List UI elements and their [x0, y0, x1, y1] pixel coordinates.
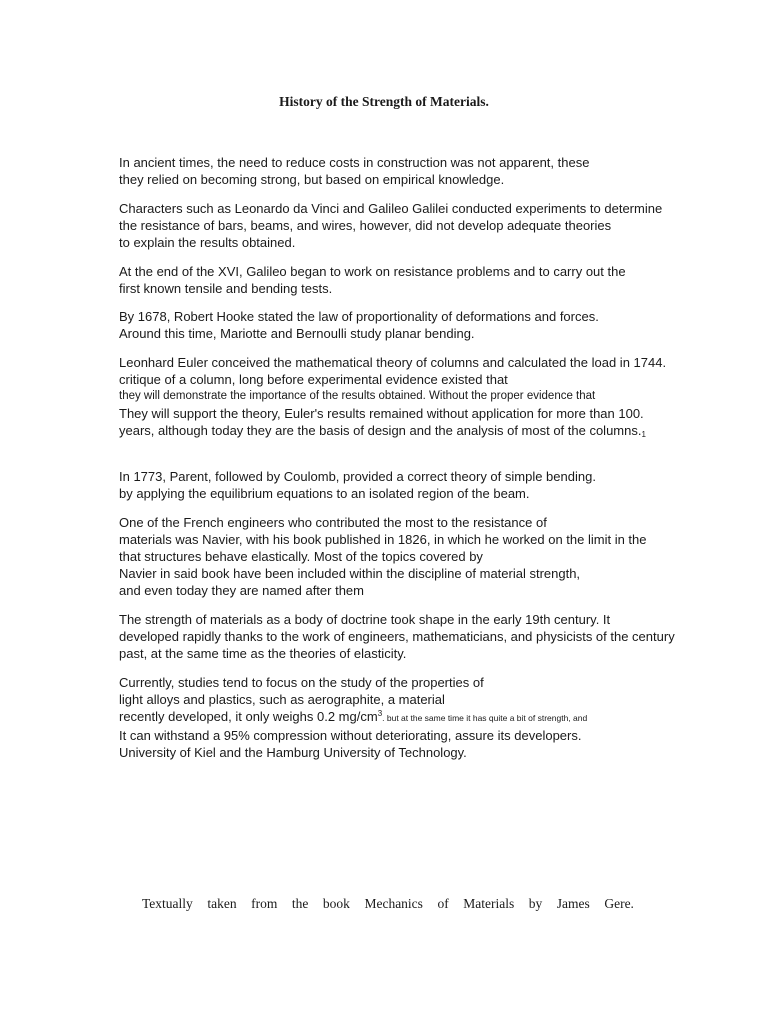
attribution-word: from [251, 896, 278, 911]
text-line: light alloys and plastics, such as aerographite, a material [119, 692, 445, 707]
text-line: By 1678, Robert Hooke stated the law of proportionality of deformations and forces. [119, 309, 599, 324]
text-line: Navier in said book have been included within the discipline of material strength, [119, 566, 581, 581]
attribution-word: book [322, 896, 350, 911]
paragraph-euler [119, 354, 719, 439]
text-line-content: recently developed, it only weighs 0.2 mg/cm [119, 709, 378, 724]
attribution-word: taken [207, 896, 237, 911]
text-line: first known tensile and bending tests. [119, 281, 333, 296]
paragraph-xvi-century [119, 263, 719, 297]
text-line: by applying the equilibrium equations to an isolated region of the beam. [119, 486, 530, 501]
text-line: Leonhard Euler conceived the mathematical theory of columns and calculated the load in 1744. [119, 355, 667, 370]
text-line: they will demonstrate the importance of the results obtained. Without the proper evidence that [119, 390, 596, 402]
text-line-content: years, although today they are the basis of design and the analysis of most of the columns. [119, 423, 642, 438]
attribution-word: Mechanics [364, 896, 423, 911]
attribution-word: of [437, 896, 449, 911]
text-line: In ancient times, the need to reduce costs in construction was not apparent, these [119, 155, 590, 170]
attribution-word: Textually [142, 896, 193, 911]
text-line [119, 708, 719, 727]
text-line: At the end of the XVI, Galileo began to work on resistance problems and to carry out the [119, 264, 626, 279]
text-line: One of the French engineers who contributed the most to the resistance of [119, 515, 547, 530]
footnote-marker: 1 [641, 430, 646, 439]
text-line: Currently, studies tend to focus on the study of the properties of [119, 675, 484, 690]
attribution-word: Gere. [604, 896, 634, 911]
text-line: developed rapidly thanks to the work of engineers, mathematicians, and physicists of the century [119, 629, 675, 644]
text-line: University of Kiel and the Hamburg University of Technology. [119, 745, 467, 760]
small-print-text: . but at the same time it has quite a bit of strength, and [382, 713, 588, 723]
text-line: Around this time, Mariotte and Bernoulli study planar bending. [119, 326, 475, 341]
paragraph-navier [119, 514, 719, 599]
page-title: History of the Strength of Materials. [279, 94, 489, 109]
attribution-word: James [556, 896, 590, 911]
text-line: that structures behave elastically. Most of the topics covered by [119, 549, 483, 564]
text-line: and even today they are named after them [119, 583, 364, 598]
text-line: In 1773, Parent, followed by Coulomb, provided a correct theory of simple bending. [119, 469, 596, 484]
attribution-word: the [291, 896, 309, 911]
attribution-word: by [528, 896, 543, 911]
text-line: materials was Navier, with his book published in 1826, in which he worked on the limit in the [119, 532, 647, 547]
paragraph-ancient-times [119, 154, 719, 188]
text-line: to explain the results obtained. [119, 235, 296, 250]
text-line: they relied on becoming strong, but based on empirical knowledge. [119, 172, 505, 187]
text-line: It can withstand a 95% compression without deteriorating, assure its developers. [119, 728, 582, 743]
text-line: Characters such as Leonardo da Vinci and Galileo Galilei conducted experiments to determine [119, 201, 663, 216]
text-line: the resistance of bars, beams, and wires, however, did not develop adequate theories [119, 218, 612, 233]
superscript-exponent: 3 [377, 709, 383, 718]
source-attribution [142, 895, 634, 912]
text-line: past, at the same time as the theories of elasticity. [119, 646, 407, 661]
paragraph-parent-coulomb [119, 468, 719, 502]
text-line: critique of a column, long before experimental evidence existed that [119, 372, 508, 387]
paragraph-da-vinci-galileo [119, 200, 719, 251]
paragraph-aerographite [119, 674, 719, 761]
text-line: They will support the theory, Euler's results remained without application for more than 100. [119, 406, 644, 421]
paragraph-hooke [119, 308, 719, 342]
attribution-word: Materials [463, 896, 515, 911]
text-line [119, 422, 719, 439]
paragraph-19th-century [119, 611, 719, 662]
text-line: The strength of materials as a body of doctrine took shape in the early 19th century. It [119, 612, 611, 627]
